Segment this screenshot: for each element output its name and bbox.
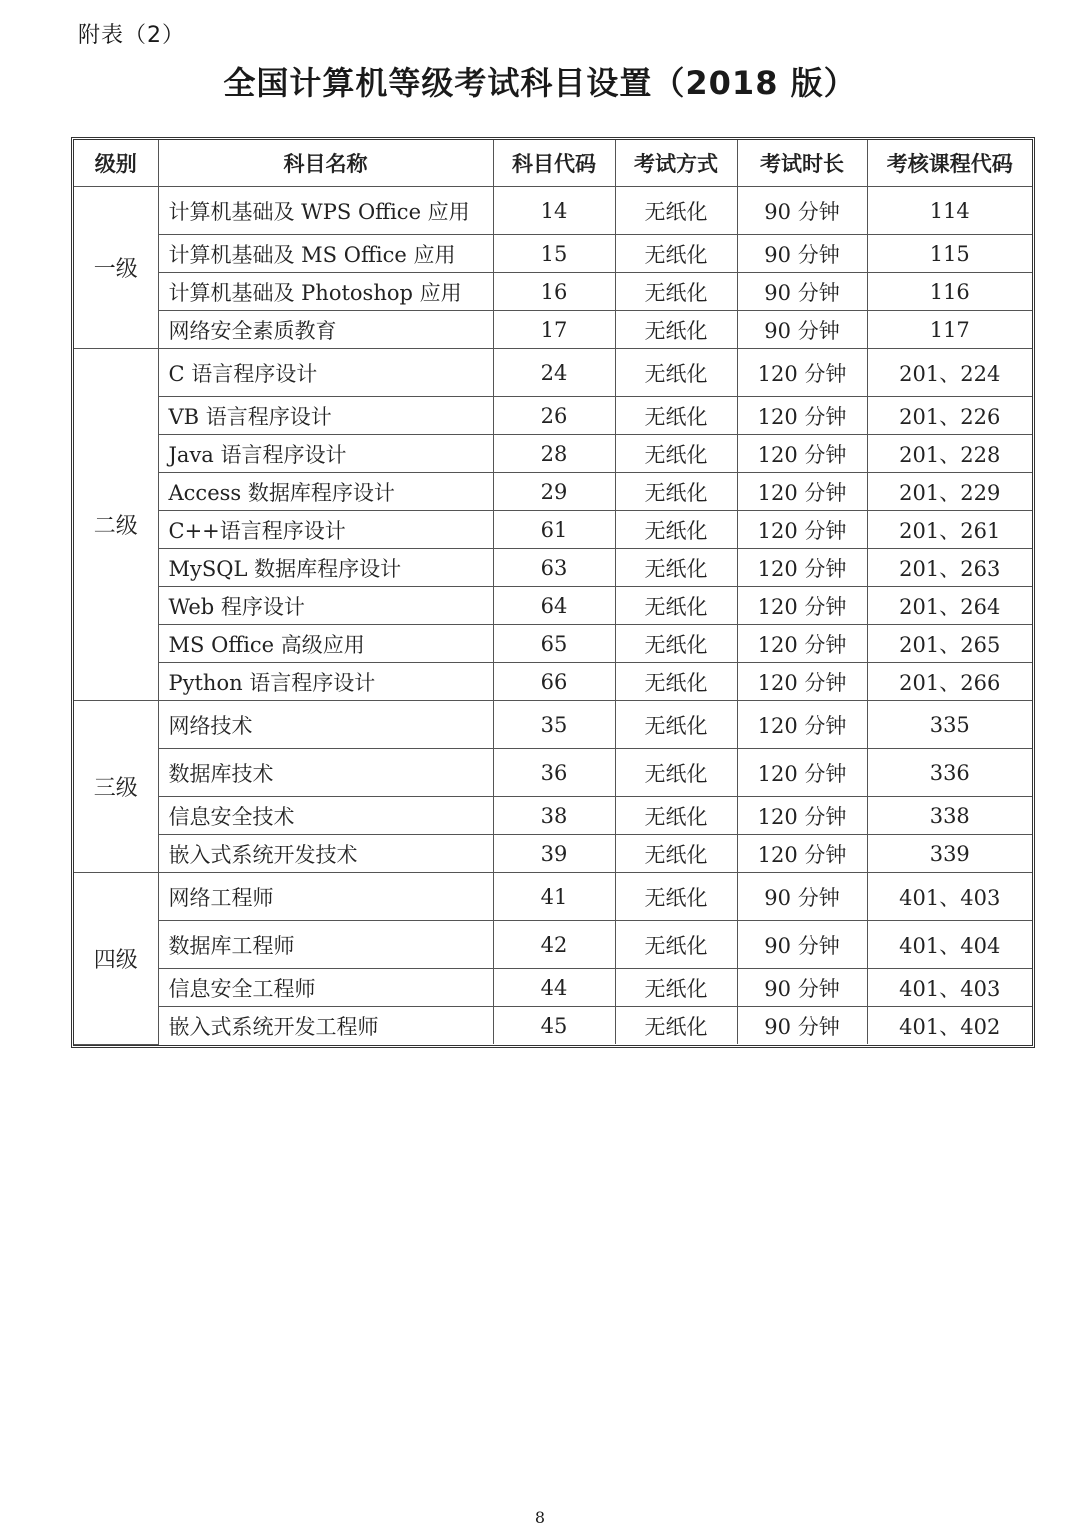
table-body xyxy=(74,187,1032,1045)
subject-name-cell: 嵌入式系统开发工程师 xyxy=(158,1007,493,1045)
table-row xyxy=(74,349,1032,397)
table-row xyxy=(74,311,1032,349)
exam-duration-cell: 120 分钟 xyxy=(737,349,867,397)
exam-duration-cell: 120 分钟 xyxy=(737,749,867,797)
subject-code-cell: 28 xyxy=(493,435,615,473)
exam-method-cell: 无纸化 xyxy=(615,969,737,1007)
header-subject-code: 科目代码 xyxy=(493,140,615,187)
table-row xyxy=(74,273,1032,311)
subject-code-cell: 45 xyxy=(493,1007,615,1045)
exam-duration-cell: 120 分钟 xyxy=(737,835,867,873)
course-code-cell: 401、402 xyxy=(867,1007,1032,1045)
subject-name-cell: 信息安全工程师 xyxy=(158,969,493,1007)
level-cell: 二级 xyxy=(74,349,158,701)
exam-method-cell: 无纸化 xyxy=(615,921,737,969)
subject-name-cell: Java 语言程序设计 xyxy=(158,435,493,473)
table-row xyxy=(74,511,1032,549)
exam-method-cell: 无纸化 xyxy=(615,663,737,701)
table-row xyxy=(74,749,1032,797)
subject-name-cell: 信息安全技术 xyxy=(158,797,493,835)
subject-code-cell: 16 xyxy=(493,273,615,311)
subject-code-cell: 17 xyxy=(493,311,615,349)
exam-duration-cell: 90 分钟 xyxy=(737,235,867,273)
exam-method-cell: 无纸化 xyxy=(615,349,737,397)
table-row xyxy=(74,235,1032,273)
exam-method-cell: 无纸化 xyxy=(615,1007,737,1045)
subject-name-cell: MySQL 数据库程序设计 xyxy=(158,549,493,587)
subject-name-cell: 网络技术 xyxy=(158,701,493,749)
exam-method-cell: 无纸化 xyxy=(615,473,737,511)
exam-duration-cell: 120 分钟 xyxy=(737,397,867,435)
subject-name-cell: VB 语言程序设计 xyxy=(158,397,493,435)
course-code-cell: 201、228 xyxy=(867,435,1032,473)
subject-code-cell: 61 xyxy=(493,511,615,549)
document-title: 全国计算机等级考试科目设置（2018 版） xyxy=(223,64,857,102)
table-row xyxy=(74,835,1032,873)
subject-name-cell: 计算机基础及 MS Office 应用 xyxy=(158,235,493,273)
course-code-cell: 201、263 xyxy=(867,549,1032,587)
subject-code-cell: 42 xyxy=(493,921,615,969)
subject-code-cell: 35 xyxy=(493,701,615,749)
subject-table-frame xyxy=(71,137,1035,1048)
table-row xyxy=(74,187,1032,235)
course-code-cell: 336 xyxy=(867,749,1032,797)
header-exam-duration: 考试时长 xyxy=(737,140,867,187)
exam-duration-cell: 90 分钟 xyxy=(737,969,867,1007)
header-level: 级别 xyxy=(74,140,158,187)
exam-method-cell: 无纸化 xyxy=(615,311,737,349)
course-code-cell: 201、266 xyxy=(867,663,1032,701)
exam-duration-cell: 120 分钟 xyxy=(737,701,867,749)
subject-name-cell: 计算机基础及 Photoshop 应用 xyxy=(158,273,493,311)
course-code-cell: 117 xyxy=(867,311,1032,349)
table-row xyxy=(74,921,1032,969)
exam-duration-cell: 120 分钟 xyxy=(737,473,867,511)
exam-duration-cell: 90 分钟 xyxy=(737,187,867,235)
subject-name-cell: 网络安全素质教育 xyxy=(158,311,493,349)
exam-duration-cell: 120 分钟 xyxy=(737,549,867,587)
table-row xyxy=(74,663,1032,701)
subject-code-cell: 14 xyxy=(493,187,615,235)
course-code-cell: 338 xyxy=(867,797,1032,835)
table-row xyxy=(74,701,1032,749)
subject-code-cell: 64 xyxy=(493,587,615,625)
exam-method-cell: 无纸化 xyxy=(615,187,737,235)
exam-duration-cell: 120 分钟 xyxy=(737,797,867,835)
exam-method-cell: 无纸化 xyxy=(615,625,737,663)
exam-method-cell: 无纸化 xyxy=(615,273,737,311)
subject-code-cell: 36 xyxy=(493,749,615,797)
course-code-cell: 201、224 xyxy=(867,349,1032,397)
table-row xyxy=(74,549,1032,587)
subject-code-cell: 66 xyxy=(493,663,615,701)
subject-name-cell: C++语言程序设计 xyxy=(158,511,493,549)
level-cell: 一级 xyxy=(74,187,158,349)
exam-duration-cell: 90 分钟 xyxy=(737,873,867,921)
exam-method-cell: 无纸化 xyxy=(615,397,737,435)
exam-duration-cell: 120 分钟 xyxy=(737,435,867,473)
exam-method-cell: 无纸化 xyxy=(615,797,737,835)
page-number: 8 xyxy=(534,1508,546,1527)
course-code-cell: 201、226 xyxy=(867,397,1032,435)
course-code-cell: 114 xyxy=(867,187,1032,235)
course-code-cell: 401、404 xyxy=(867,921,1032,969)
exam-duration-cell: 90 分钟 xyxy=(737,921,867,969)
exam-duration-cell: 90 分钟 xyxy=(737,1007,867,1045)
exam-method-cell: 无纸化 xyxy=(615,587,737,625)
subject-name-cell: Access 数据库程序设计 xyxy=(158,473,493,511)
exam-duration-cell: 120 分钟 xyxy=(737,663,867,701)
course-code-cell: 339 xyxy=(867,835,1032,873)
exam-method-cell: 无纸化 xyxy=(615,701,737,749)
header-exam-method: 考试方式 xyxy=(615,140,737,187)
subject-name-cell: 嵌入式系统开发技术 xyxy=(158,835,493,873)
exam-method-cell: 无纸化 xyxy=(615,235,737,273)
subject-name-cell: 网络工程师 xyxy=(158,873,493,921)
exam-duration-cell: 120 分钟 xyxy=(737,511,867,549)
table-header-row xyxy=(74,140,1032,187)
table-row xyxy=(74,587,1032,625)
table-row xyxy=(74,1007,1032,1045)
appendix-label: 附表（2） xyxy=(78,23,185,48)
exam-method-cell: 无纸化 xyxy=(615,511,737,549)
subject-name-cell: 数据库技术 xyxy=(158,749,493,797)
subject-code-cell: 44 xyxy=(493,969,615,1007)
table-row xyxy=(74,625,1032,663)
table-row xyxy=(74,397,1032,435)
course-code-cell: 401、403 xyxy=(867,969,1032,1007)
course-code-cell: 401、403 xyxy=(867,873,1032,921)
subject-code-cell: 29 xyxy=(493,473,615,511)
exam-duration-cell: 90 分钟 xyxy=(737,311,867,349)
exam-method-cell: 无纸化 xyxy=(615,549,737,587)
header-subject-name: 科目名称 xyxy=(158,140,493,187)
exam-method-cell: 无纸化 xyxy=(615,835,737,873)
subject-code-cell: 41 xyxy=(493,873,615,921)
subject-code-cell: 26 xyxy=(493,397,615,435)
course-code-cell: 335 xyxy=(867,701,1032,749)
subject-code-cell: 38 xyxy=(493,797,615,835)
table-row xyxy=(74,473,1032,511)
course-code-cell: 201、264 xyxy=(867,587,1032,625)
subject-name-cell: MS Office 高级应用 xyxy=(158,625,493,663)
course-code-cell: 201、229 xyxy=(867,473,1032,511)
table-row xyxy=(74,873,1032,921)
subject-code-cell: 24 xyxy=(493,349,615,397)
exam-duration-cell: 120 分钟 xyxy=(737,587,867,625)
table-row xyxy=(74,969,1032,1007)
table-row xyxy=(74,797,1032,835)
exam-duration-cell: 120 分钟 xyxy=(737,625,867,663)
subject-code-cell: 65 xyxy=(493,625,615,663)
subject-name-cell: C 语言程序设计 xyxy=(158,349,493,397)
exam-method-cell: 无纸化 xyxy=(615,435,737,473)
level-cell: 三级 xyxy=(74,701,158,873)
subject-name-cell: Web 程序设计 xyxy=(158,587,493,625)
exam-duration-cell: 90 分钟 xyxy=(737,273,867,311)
course-code-cell: 201、261 xyxy=(867,511,1032,549)
course-code-cell: 116 xyxy=(867,273,1032,311)
subject-code-cell: 63 xyxy=(493,549,615,587)
header-course-code: 考核课程代码 xyxy=(867,140,1032,187)
subject-code-cell: 15 xyxy=(493,235,615,273)
exam-method-cell: 无纸化 xyxy=(615,873,737,921)
course-code-cell: 201、265 xyxy=(867,625,1032,663)
subject-name-cell: Python 语言程序设计 xyxy=(158,663,493,701)
subject-name-cell: 数据库工程师 xyxy=(158,921,493,969)
level-cell: 四级 xyxy=(74,873,158,1045)
subject-table xyxy=(74,140,1032,1045)
course-code-cell: 115 xyxy=(867,235,1032,273)
table-row xyxy=(74,435,1032,473)
subject-code-cell: 39 xyxy=(493,835,615,873)
exam-method-cell: 无纸化 xyxy=(615,749,737,797)
subject-name-cell: 计算机基础及 WPS Office 应用 xyxy=(158,187,493,235)
